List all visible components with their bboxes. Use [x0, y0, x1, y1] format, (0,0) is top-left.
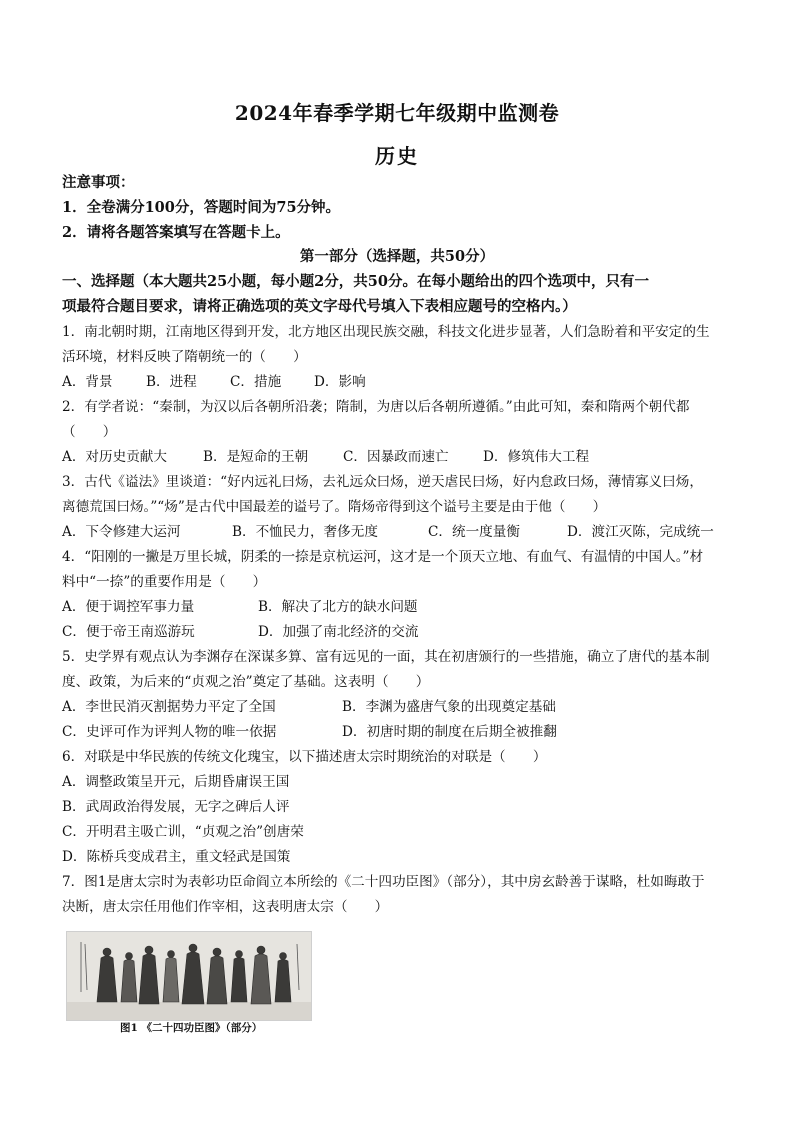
question-1-option-c: C．措施: [230, 374, 282, 390]
question-1-stem: 活环境，材料反映了隋朝统一的（ ）: [62, 349, 307, 365]
question-6-stem: 6．对联是中华民族的传统文化瑰宝，以下描述唐太宗时期统治的对联是（ ）: [62, 749, 547, 765]
question-6-option-c: C．开明君主吸亡训，“贞观之治”创唐荣: [62, 824, 304, 840]
question-3-option-b: B．不恤民力，奢侈无度: [232, 524, 378, 540]
question-5-option-c: C．史评可作为评判人物的唯一依据: [62, 724, 277, 740]
question-7-stem: 决断，唐太宗任用他们作宰相，这表明唐太宗（ ）: [62, 899, 389, 915]
question-3-stem: 3．古代《谥法》里谈道：“好内远礼曰炀，去礼远众曰炀，逆天虐民曰炀，好内怠政曰炀，薄情寡义曰炀，: [62, 474, 703, 490]
figure-1-painting: [66, 931, 312, 1021]
question-5-option-d: D．初唐时期的制度在后期全被推翻: [342, 724, 557, 740]
figure-1-caption: 图1 《二十四功臣图》（部分）: [120, 1022, 263, 1034]
question-2-stem: 2．有学者说：“秦制，为汉以后各朝所沿袭；隋制，为唐以后各朝所遵循。”由此可知，秦和隋两个朝代都: [62, 399, 690, 415]
question-2-option-a: A．对历史贡献大: [62, 449, 167, 465]
question-2-option-c: C．因暴政而速亡: [343, 449, 449, 465]
question-5-option-a: A．李世民消灭割据势力平定了全国: [62, 699, 276, 715]
exam-title: 2024年春季学期七年级期中监测卷: [234, 101, 560, 125]
question-2-option-d: D．修筑伟大工程: [483, 449, 590, 465]
question-3-option-d: D．渡江灭陈，完成统一: [567, 524, 714, 540]
question-6-option-b: B．武周政治得发展，无字之碑后人评: [62, 799, 290, 815]
question-4-stem: 料中“一捺”的重要作用是（ ）: [62, 574, 267, 590]
question-3-option-c: C．统一度量衡: [428, 524, 520, 540]
question-5-stem: 5．史学界有观点认为李渊存在深谋多算、富有远见的一面，其在初唐颁行的一些措施，确立了唐代的基本制: [62, 649, 710, 665]
question-4-option-c: C．便于帝王南巡游玩: [62, 624, 195, 640]
question-4-stem: 4．“阳刚的一撇是万里长城，阴柔的一捺是京杭运河，这才是一个顶天立地、有血气、有温情的中国人。”材: [62, 549, 704, 565]
part1-instruction: 一、选择题（本大题共25小题，每小题2分，共50分。在每小题给出的四个选项中，只有一: [62, 273, 649, 290]
question-7-stem: 7．图1是唐太宗时为表彰功臣命阎立本所绘的《二十四功臣图》（部分），其中房玄龄善于谋略，杜如晦敢于: [62, 874, 705, 890]
question-6-option-d: D．陈桥兵变成君主，重文轻武是国策: [62, 849, 291, 865]
part1-title: 第一部分（选择题，共50分）: [299, 248, 495, 265]
part1-instruction: 项最符合题目要求，请将正确选项的英文字母代号填入下表相应题号的空格内。）: [62, 298, 577, 315]
question-6-option-a: A．调整政策呈开元，后期昏庸误王国: [62, 774, 290, 790]
question-2-option-b: B．是短命的王朝: [203, 449, 309, 465]
note-item: 2．请将各题答案填写在答题卡上。: [62, 224, 290, 241]
note-item: 1．全卷满分100分，答题时间为75分钟。: [62, 199, 341, 216]
question-4-option-a: A．便于调控军事力量: [62, 599, 195, 615]
question-1-stem: 1．南北朝时期，江南地区得到开发，北方地区出现民族交融，科技文化进步显著，人们急盼着和平安定的生: [62, 324, 710, 340]
question-3-option-a: A．下令修建大运河: [62, 524, 181, 540]
notes-heading: 注意事项：: [62, 174, 135, 191]
question-4-option-b: B．解决了北方的缺水问题: [258, 599, 418, 615]
question-1-option-d: D．影响: [314, 374, 366, 390]
question-1-option-b: B．进程: [146, 374, 197, 390]
question-1-option-a: A．背景: [62, 374, 113, 390]
subject-title: 历史: [375, 144, 419, 168]
question-3-stem: 离德荒国曰炀。”“炀”是古代中国最差的谥号了。隋炀帝得到这个谥号主要是由于他（ ）: [62, 499, 607, 515]
question-4-option-d: D．加强了南北经济的交流: [258, 624, 419, 640]
question-5-stem: 度、政策，为后来的“贞观之治”奠定了基础。这表明（ ）: [62, 674, 430, 690]
question-2-stem: （ ）: [62, 424, 117, 440]
question-5-option-b: B．李渊为盛唐气象的出现奠定基础: [342, 699, 556, 715]
painting-illustration: [67, 932, 311, 1020]
